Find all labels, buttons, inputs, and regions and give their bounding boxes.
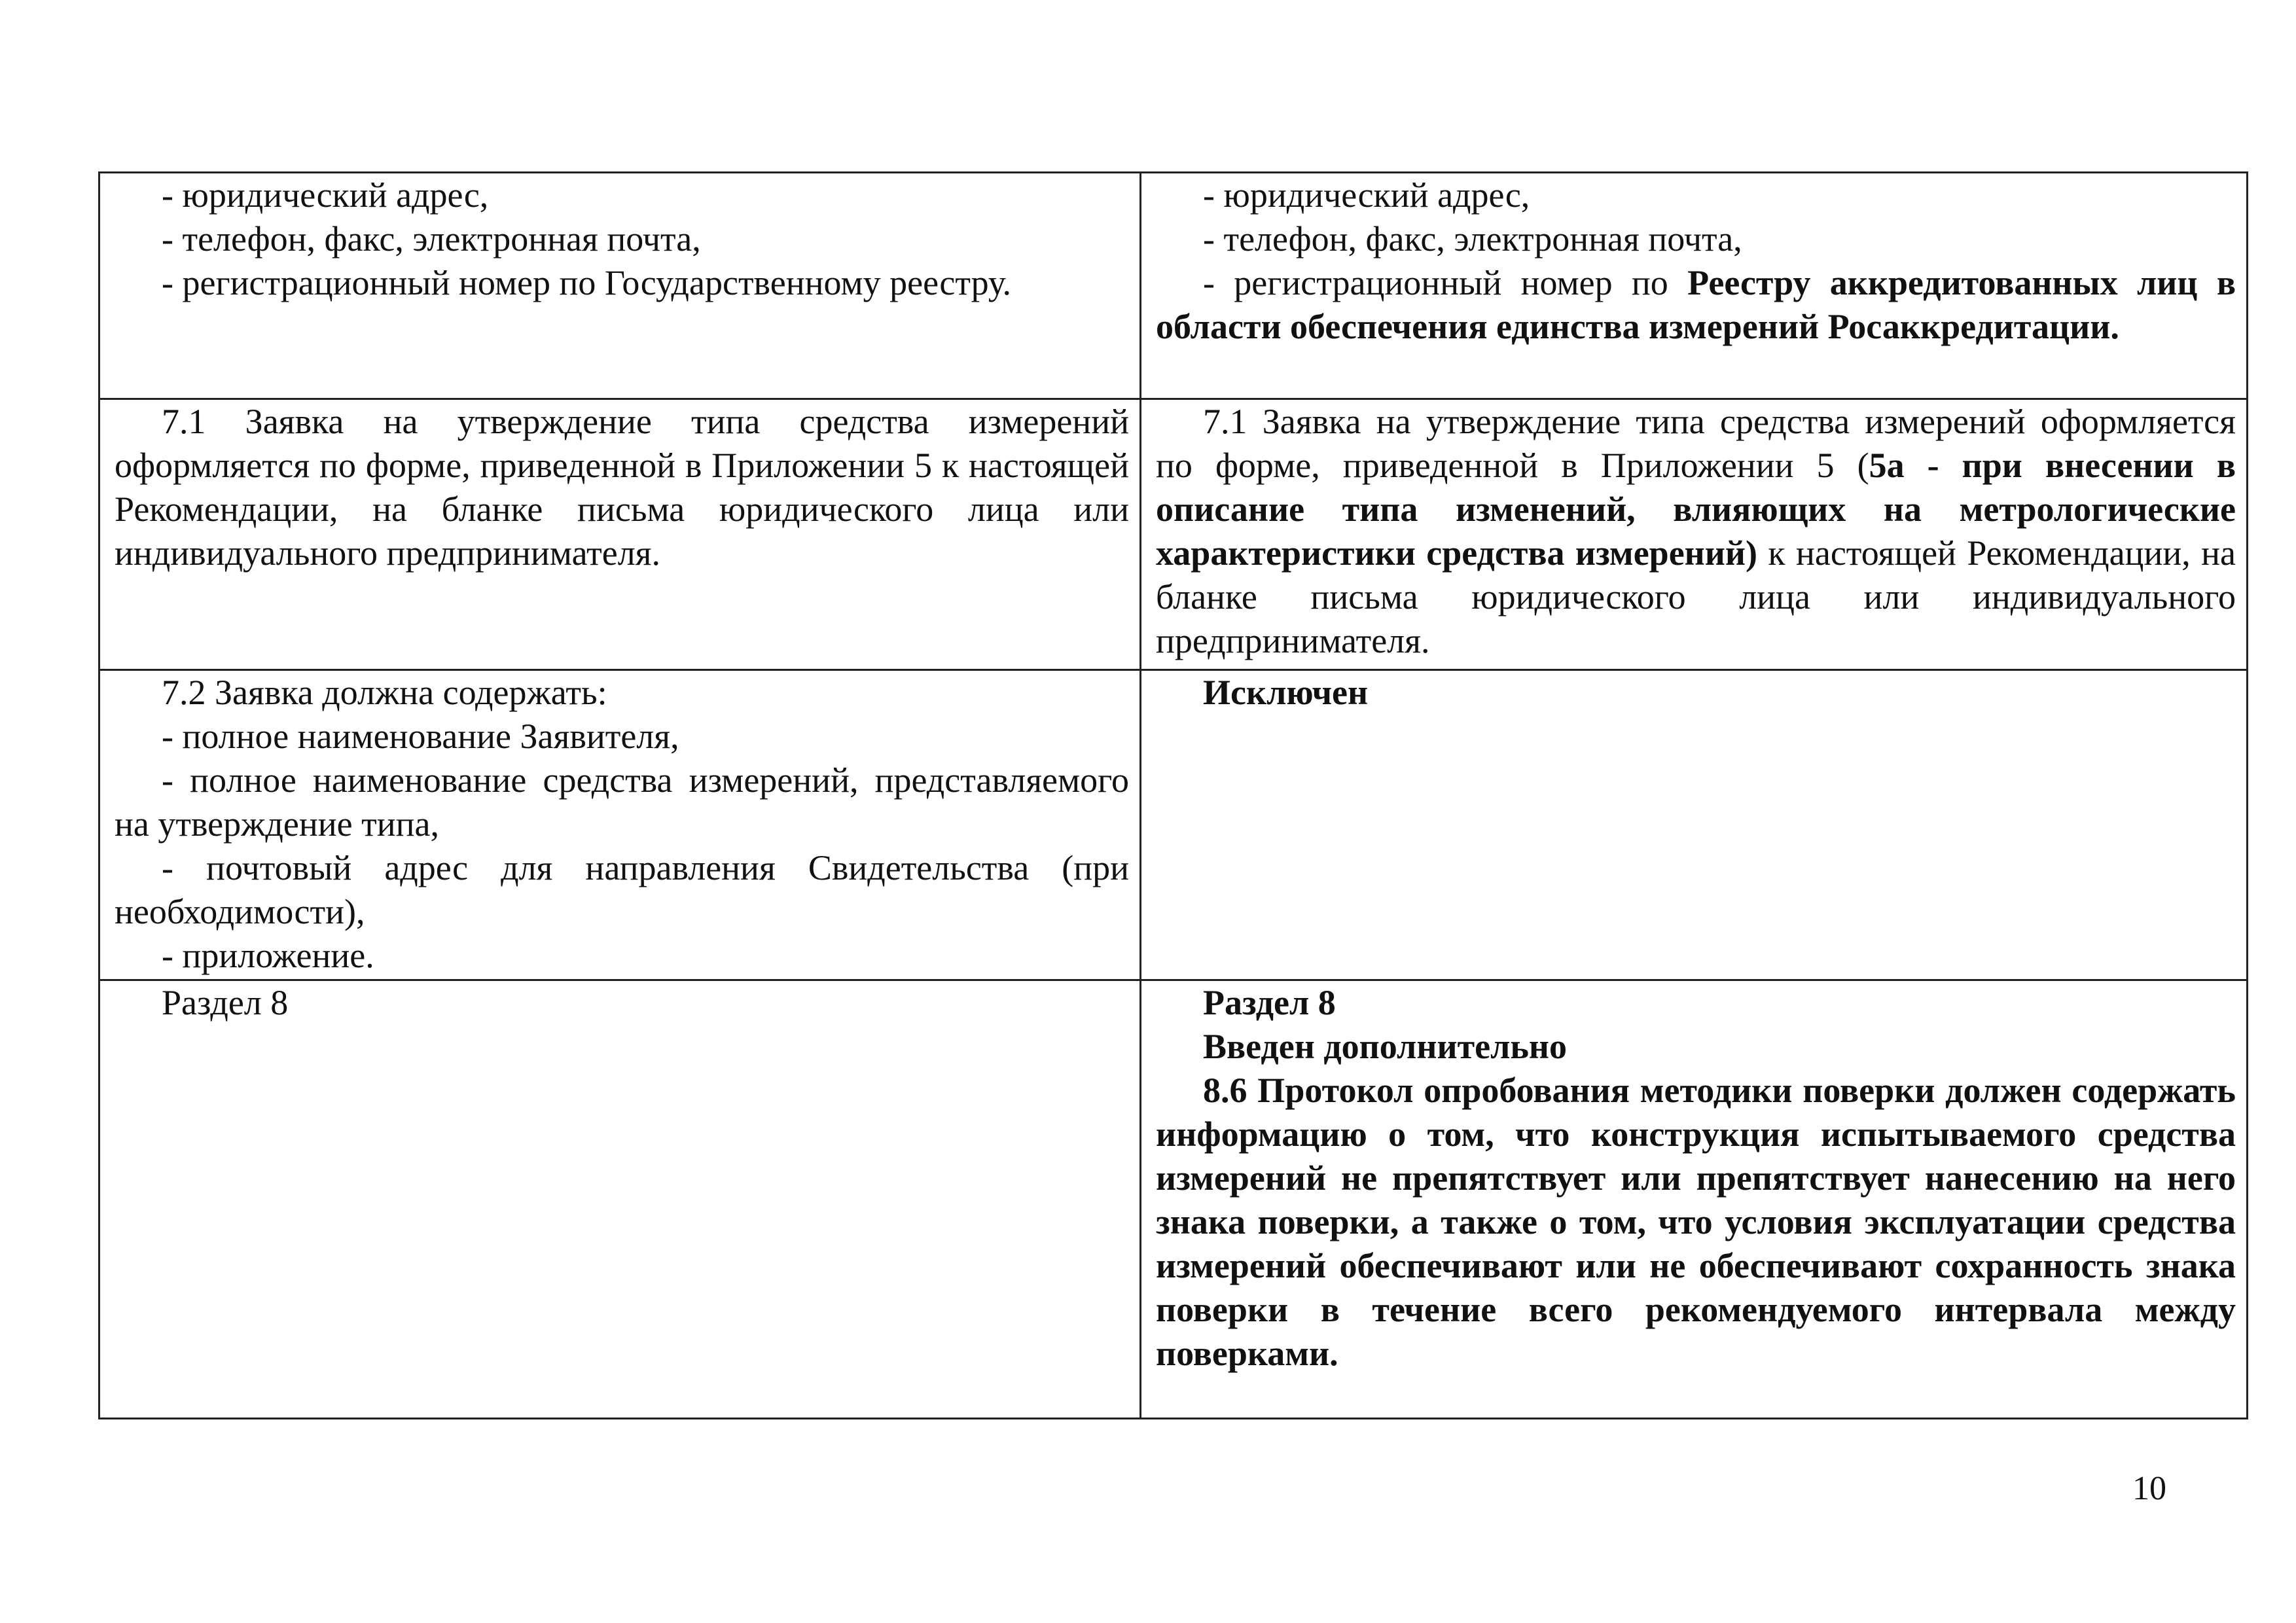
- paragraph-text-bold: 5а - при внесении в описание типа изменений, влияющих на метрологические характеристики средства измерений): [1156, 446, 2236, 573]
- section-8-label: Раздел 8: [162, 983, 289, 1022]
- paragraph-text: 7.1 Заявка на утверждение типа средства измерений оформляется по форме, приведенной в Приложении 5 (: [1156, 402, 2236, 485]
- address-line: - юридический адрес,: [1203, 175, 1530, 215]
- list-item: - почтовый адрес для направления Свидетельства (при необходимости),: [115, 848, 1129, 931]
- right-cell: [1141, 399, 2248, 670]
- left-cell: [99, 173, 1141, 399]
- address-line: - юридический адрес,: [162, 175, 489, 215]
- left-cell: [99, 980, 1141, 1419]
- table-row: [99, 980, 2248, 1419]
- page-number: 10: [2132, 1470, 2166, 1507]
- registry-text-bold: Реестру аккредитованных лиц в области обеспечения единства измерений Росаккредитации.: [1156, 263, 2236, 346]
- contacts-line: - телефон, факс, электронная почта,: [1203, 219, 1742, 259]
- section-8-title: Раздел 8: [1203, 983, 1336, 1022]
- registry-paragraph: [1156, 261, 2236, 349]
- right-cell: [1141, 173, 2248, 399]
- left-cell: [99, 399, 1141, 670]
- paragraph-text-end: к настоящей Рекомендации, на бланке письма юридического лица или индивидуального предпринимателя.: [1156, 533, 2236, 660]
- list-item: - полное наименование средства измерений, представляемого на утверждение типа,: [115, 760, 1129, 844]
- left-cell: [99, 670, 1141, 980]
- excluded-text: Исключен: [1203, 673, 1369, 712]
- list-item: - приложение.: [162, 936, 374, 975]
- table-row: [99, 399, 2248, 670]
- right-cell: [1141, 670, 2248, 980]
- list-item: - полное наименование Заявителя,: [162, 717, 679, 756]
- section-8-subtitle: Введен дополнительно: [1203, 1027, 1568, 1066]
- comparison-table: [98, 171, 2248, 1419]
- table-row: [99, 670, 2248, 980]
- paragraph-8-6: 8.6 Протокол опробования методики поверки должен содержать информацию о том, что конструкция испытываемого средства измерений не препятствует или препятствует нанесению на него знака поверки, а также о том, что условия эксплуатации средства измерений обеспечивают или не обеспечивают сохранность знака поверки в течение всего рекомендуемого интервала между поверками.: [1156, 1071, 2236, 1373]
- paragraph-7-1: [1156, 400, 2236, 663]
- registry-line: - регистрационный номер по Государственному реестру.: [162, 263, 1012, 302]
- paragraph-7-1: 7.1 Заявка на утверждение типа средства измерений оформляется по форме, приведенной в Приложении 5 к настоящей Рекомендации, на бланке письма юридического лица или индивидуального предпринимателя.: [115, 402, 1129, 573]
- table-row: [99, 173, 2248, 399]
- paragraph-7-2-heading: 7.2 Заявка должна содержать:: [162, 673, 607, 712]
- registry-text: - регистрационный номер по: [1203, 263, 1688, 302]
- contacts-line: - телефон, факс, электронная почта,: [162, 219, 701, 259]
- right-cell: [1141, 980, 2248, 1419]
